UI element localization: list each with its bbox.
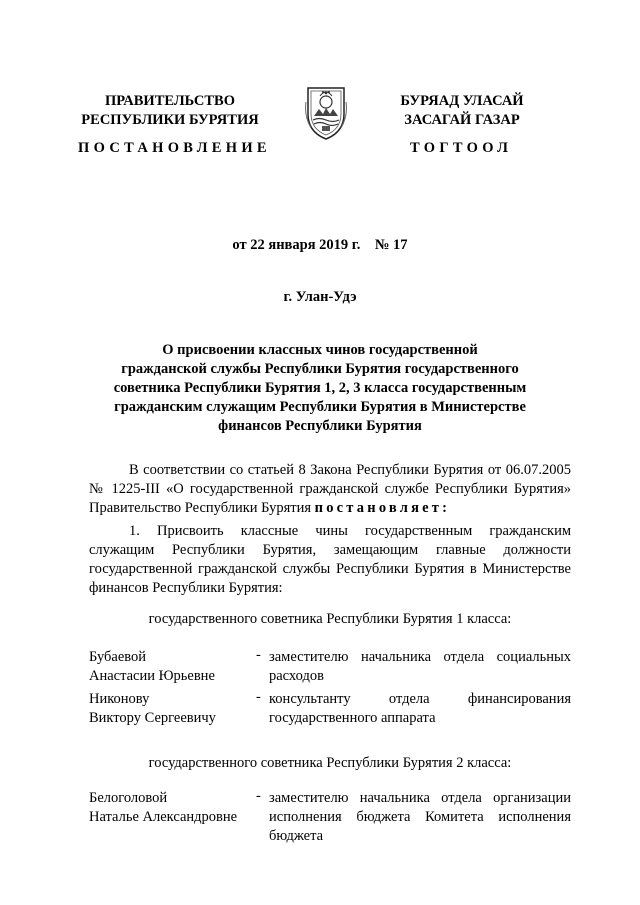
issuer-bua-line2: ЗАСАГАЙ ГАЗАР — [404, 112, 520, 128]
coat-of-arms-icon — [303, 82, 349, 142]
appointee-given-names: Наталье Александровне — [89, 809, 238, 825]
issuer-ru-block — [70, 92, 270, 130]
class1-heading: государственного советника Республики Бурятия 1 класса: — [148, 611, 512, 627]
title-line: гражданской службы Республики Бурятия государственного — [121, 361, 519, 377]
separator-dash: - — [256, 788, 261, 804]
separator-dash: - — [256, 647, 261, 663]
title-line: О присвоении классных чинов государственной — [162, 342, 478, 358]
appointee-surname: Никонову — [89, 691, 150, 707]
title-line: советника Республики Бурятия 1, 2, 3 класса государственным — [113, 380, 527, 396]
appointee-given-names: Анастасии Юрьевне — [89, 668, 215, 684]
issuer-bua-block — [392, 92, 532, 130]
preamble — [89, 461, 571, 518]
appointee-position: консультанту отдела финансирования государственного аппарата — [269, 691, 571, 726]
appointee-name — [89, 648, 254, 686]
issuer-ru-line2: РЕСПУБЛИКИ БУРЯТИЯ — [81, 112, 259, 128]
doc-type-bua: ТОГТООЛ — [410, 140, 513, 156]
appointee-surname: Бубаевой — [89, 649, 147, 665]
document-title — [60, 341, 580, 436]
doc-type-ru: ПОСТАНОВЛЕНИЕ — [78, 140, 271, 156]
separator-dash: - — [256, 689, 261, 705]
city: г. Улан-Удэ — [283, 289, 357, 305]
appointee-surname: Белоголовой — [89, 790, 168, 806]
appointee-position: заместителю начальника отдела организации исполнения бюджета Комитета исполнения бюджета — [269, 790, 571, 844]
appointee-name — [89, 690, 254, 728]
appointee-given-names: Виктору Сергеевичу — [89, 710, 216, 726]
issuer-ru-line1: ПРАВИТЕЛЬСТВО — [105, 93, 235, 109]
preamble-emphasis: постановляет: — [314, 500, 451, 516]
coat-of-arms-svg — [303, 82, 349, 142]
class2-heading: государственного советника Республики Бурятия 2 класса: — [148, 755, 512, 771]
title-line: гражданским служащим Республики Бурятия в Министерстве — [114, 399, 526, 415]
issuer-bua-line1: БУРЯАД УЛАСАЙ — [400, 93, 524, 109]
appointee-name — [89, 789, 254, 827]
appointee-position: заместителю начальника отдела социальных расходов — [269, 649, 571, 684]
date-and-number: от 22 января 2019 г. № 17 — [232, 237, 408, 253]
title-line: финансов Республики Бурятия — [218, 418, 422, 434]
preamble-text: В соответствии со статьей 8 Закона Республики Бурятия от 06.07.2005 № 1225-III «О государственной гражданской службе Республики Бурятия» Правительство Республики Бурятия — [89, 462, 571, 516]
item-1: 1. Присвоить классные чины государственным гражданским служащим Республики Бурятия, замещающим главные должности государственной гражданской службы Республики Бурятия в Министерстве финансов Республики Бурятия: — [89, 523, 571, 596]
